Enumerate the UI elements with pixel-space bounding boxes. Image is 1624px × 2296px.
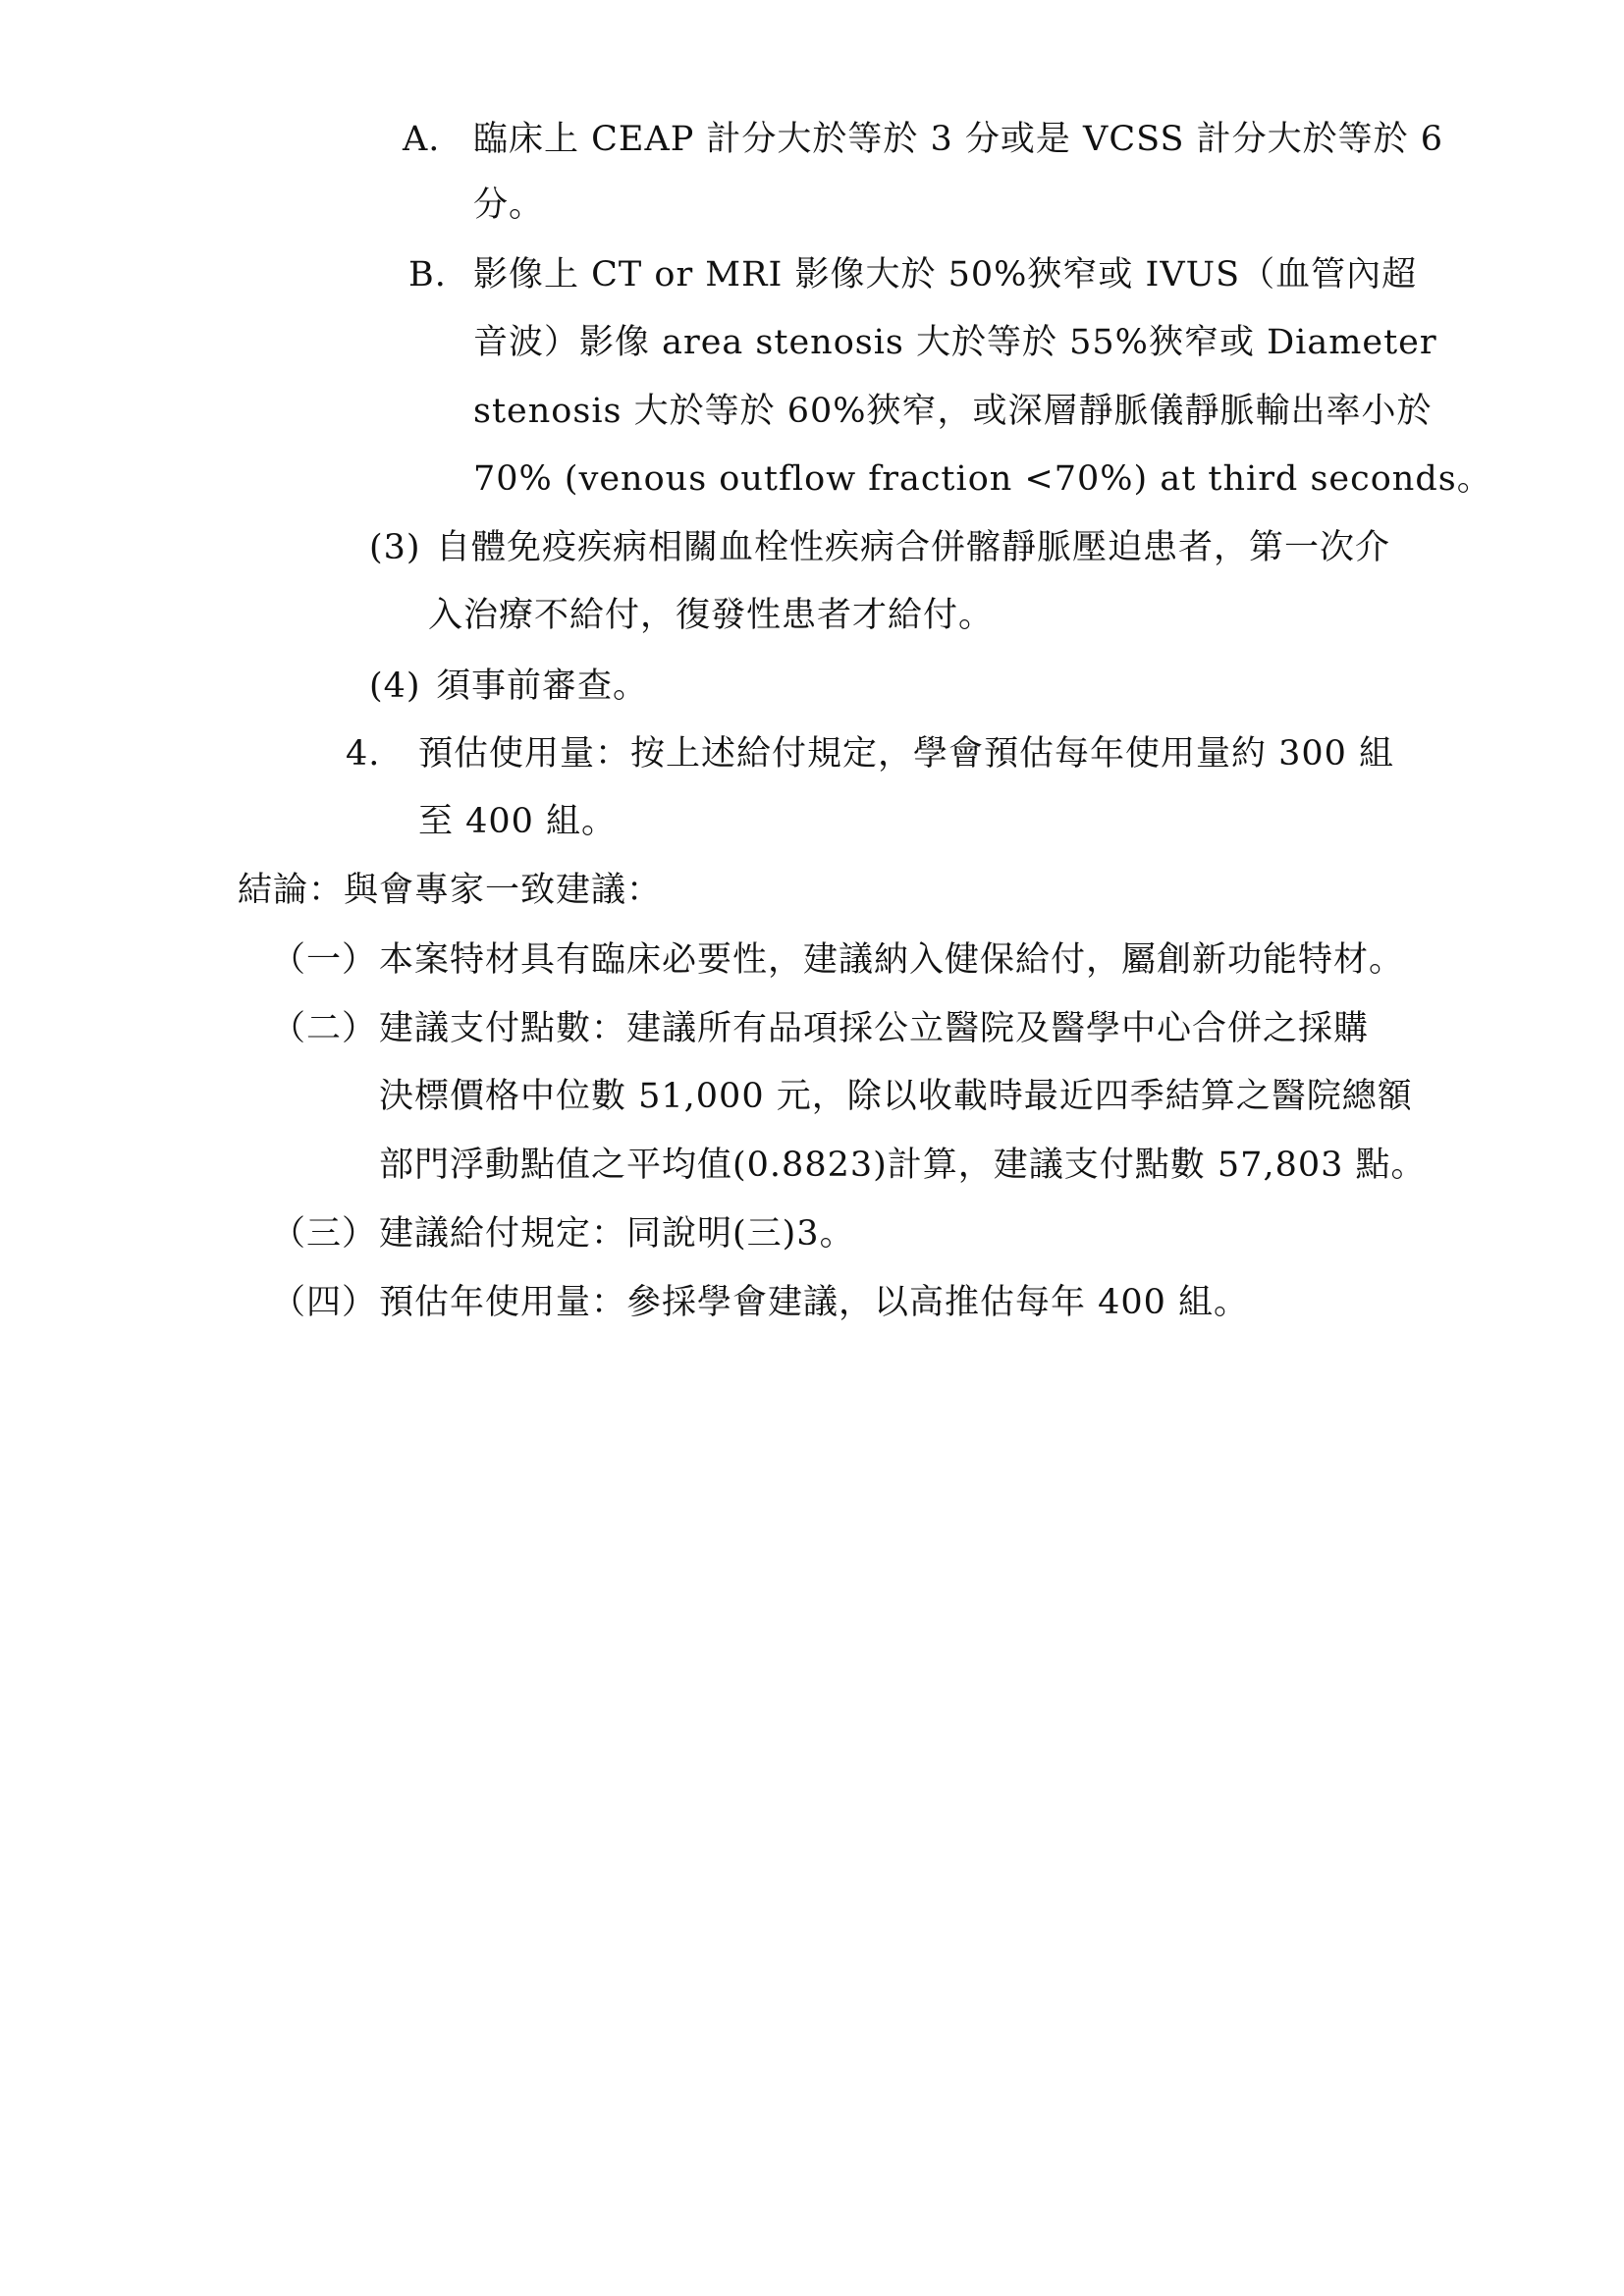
numbered-item-4-text-1: 須事前審查。 <box>436 667 649 706</box>
conclusion-item-2-line-3 <box>379 1131 1427 1200</box>
sub-item-b-line-3 <box>473 377 1433 446</box>
section-4-label: 4. <box>346 734 381 774</box>
conclusion-item-4-text-1: 預估年使用量：參採學會建議，以高推估每年 400 組。 <box>379 1283 1250 1322</box>
conclusion-item-1-text-1: 本案特材具有臨床必要性，建議納入健保給付，屬創新功能特材。 <box>379 940 1405 980</box>
sub-item-a-text-1: 臨床上 CEAP 計分大於等於 3 分或是 VCSS 計分大於等於 6 <box>473 120 1443 159</box>
sub-item-b-line-2 <box>473 308 1437 377</box>
sub-item-b-text-2: 音波）影像 area stenosis 大於等於 55%狹窄或 Diameter <box>473 323 1437 362</box>
conclusion-heading-text: 結論：與會專家一致建議： <box>238 871 663 910</box>
section-4-text-1: 預估使用量：按上述給付規定，學會預估每年使用量約 300 組 <box>418 734 1395 774</box>
section-4-text-2: 至 400 組。 <box>418 802 618 841</box>
conclusion-item-2-text-2: 決標價格中位數 51,000 元，除以收載時最近四季結算之醫院總額 <box>379 1077 1413 1116</box>
sub-item-b-text-4: 70% (venous outflow fraction <70%) at third seconds。 <box>473 459 1492 499</box>
conclusion-item-2-line-1 <box>271 994 1369 1063</box>
conclusion-item-3-text-1: 建議給付規定：同說明(三)3。 <box>379 1214 855 1254</box>
sub-item-a-line-1 <box>403 105 1443 174</box>
conclusion-item-2-label: （二） <box>271 1009 378 1048</box>
sub-item-a-line-2 <box>473 171 544 240</box>
conclusion-item-1-label: （一） <box>271 940 378 980</box>
numbered-item-4-label: (4) <box>369 667 421 706</box>
conclusion-item-3-line-1 <box>271 1200 855 1268</box>
conclusion-item-1-line-1 <box>271 926 1404 994</box>
sub-item-b-label: B. <box>408 255 447 294</box>
numbered-item-3-line-2 <box>428 581 994 650</box>
numbered-item-3-text-1: 自體免疫疾病相關血栓性疾病合併髂靜脈壓迫患者，第一次介 <box>436 528 1391 567</box>
section-4-line-2 <box>418 787 617 856</box>
numbered-item-3-text-2: 入治療不給付，復發性患者才給付。 <box>428 596 995 635</box>
conclusion-item-3-label: （三） <box>271 1214 378 1254</box>
conclusion-item-2-text-1: 建議支付點數：建議所有品項採公立醫院及醫學中心合併之採購 <box>379 1009 1370 1048</box>
conclusion-item-4-label: （四） <box>271 1283 378 1322</box>
numbered-item-4-line-1 <box>369 652 648 721</box>
sub-item-b-text-3: stenosis 大於等於 60%狹窄，或深層靜脈儀靜脈輸出率小於 <box>473 392 1433 431</box>
conclusion-heading <box>238 856 662 925</box>
sub-item-a-text-2: 分。 <box>473 186 545 225</box>
sub-item-a-label: A. <box>403 120 441 159</box>
sub-item-b-line-4 <box>473 445 1492 513</box>
section-4-line-1 <box>346 720 1394 788</box>
sub-item-b-line-1 <box>408 240 1417 309</box>
numbered-item-3-line-1 <box>369 513 1390 582</box>
sub-item-b-text-1: 影像上 CT or MRI 影像大於 50%狹窄或 IVUS（血管內超 <box>473 255 1418 294</box>
conclusion-item-2-line-2 <box>379 1062 1413 1131</box>
conclusion-item-4-line-1 <box>271 1268 1249 1337</box>
conclusion-item-2-text-3: 部門浮動點值之平均值(0.8823)計算，建議支付點數 57,803 點。 <box>379 1146 1427 1185</box>
numbered-item-3-label: (3) <box>369 528 421 567</box>
